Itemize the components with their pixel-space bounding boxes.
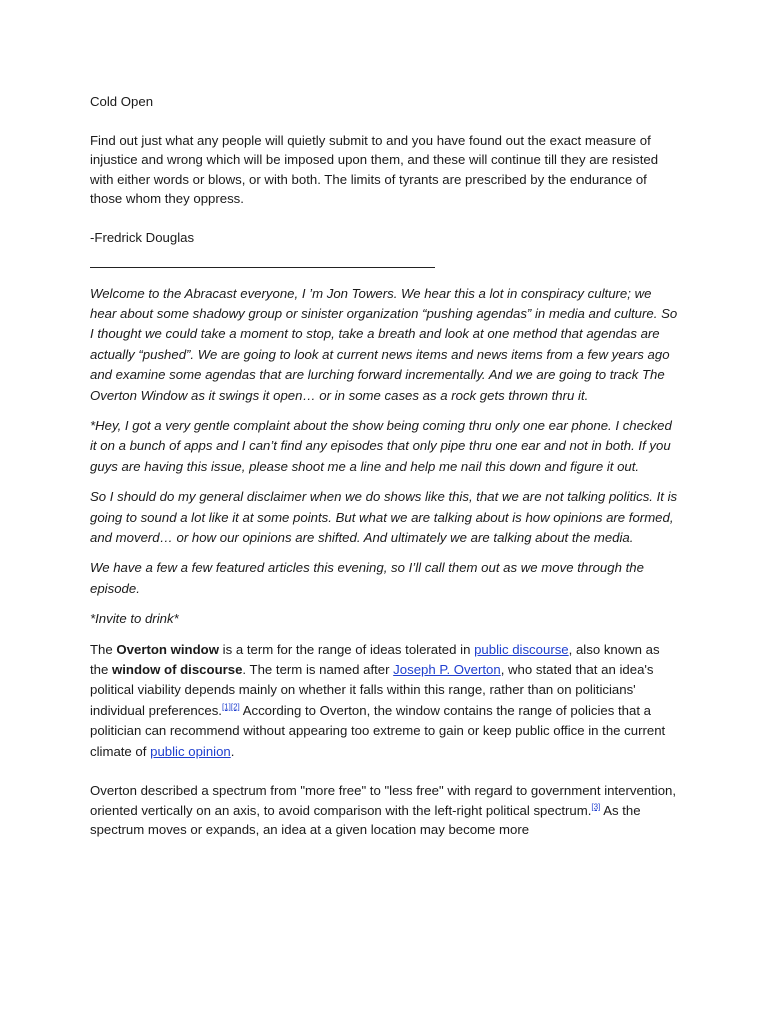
text-span: Overton described a spectrum from "more free" to "less free" with regard to government intervention, oriented vertically on an axis, to avoid comparison with the left-right political spectrum. xyxy=(90,783,677,818)
disclaimer-paragraph: So I should do my general disclaimer when we do shows like this, that we are not talking politics. It is going to sound a lot like it at some points. But what we are talking about is how opinions are formed, and moverd… or how our opinions are shifted. And ultimately we are talking about the media. xyxy=(90,489,678,546)
opening-quote: Find out just what any people will quietly submit to and you have found out the exact measure of injustice and wrong which will be imposed upon them, and these will continue till they are resisted with either words or blows, or with both. The limits of tyrants are prescribed by the endurance of those whom they oppress. xyxy=(90,132,659,207)
spectrum-paragraph xyxy=(90,781,680,840)
text-span: is a term for the range of ideas tolerated in xyxy=(218,641,475,657)
text-span: . The term is named after xyxy=(242,662,394,678)
text-span: According to Overton, the window contains the range of policies that a politician can recommend without appearing too extreme to gain or keep public office in the current climate of xyxy=(90,702,666,759)
document-page xyxy=(90,92,680,840)
text-span: , also known as the xyxy=(90,641,660,678)
citation-group xyxy=(591,802,600,811)
horizontal-rule xyxy=(90,267,435,268)
text-span: The xyxy=(90,641,117,657)
text-span: As the spectrum moves or expands, an idea at a given location may become more xyxy=(90,802,641,838)
citation-1-link[interactable]: [1] xyxy=(221,702,231,712)
invite-to-drink: *Invite to drink* xyxy=(90,611,179,627)
term-window-of-discourse: window of discourse xyxy=(112,662,243,678)
citation-3-link[interactable]: [3] xyxy=(591,802,601,812)
intro-paragraph: Welcome to the Abracast everyone, I ’m Jon Towers. We hear this a lot in conspiracy culture; we hear about some shadowy group or sinister organization “pushing agendas” in media and culture. So I thought we could take a moment to stop, take a breath and look at one method that agendas are actually “pushed”. We are going to look at current news items and news items from a few years ago and examine some agendas that are lurching forward incrementally. And we are going to track The Overton Window as it swings it open… or in some cases as a rock gets thrown thru it. xyxy=(90,285,678,403)
link-public-discourse[interactable]: public discourse xyxy=(474,641,569,657)
quote-attribution: -Fredrick Douglas xyxy=(90,229,195,245)
overton-definition-paragraph xyxy=(90,640,680,762)
text-span: . xyxy=(230,743,235,759)
featured-articles-paragraph: We have a few a few featured articles this evening, so I’ll call them out as we move through the episode. xyxy=(90,560,644,596)
link-joseph-overton[interactable]: Joseph P. Overton xyxy=(393,662,501,678)
complaint-paragraph: *Hey, I got a very gentle complaint about the show being coming thru only one ear phone. I checked it on a bunch of apps and I can’t find any episodes that only pipe thru one ear and not in both. If you guys are having this issue, please shoot me a line and help me nail this down and figure it out. xyxy=(90,418,672,474)
link-public-opinion[interactable]: public opinion xyxy=(150,743,231,759)
citation-2-link[interactable]: [2] xyxy=(230,702,240,712)
citation-group xyxy=(222,702,240,711)
doc-title: Cold Open xyxy=(90,94,154,109)
text-span: , who stated that an idea's political viability depends mainly on whether it falls within this range, rather than on politicians' individual preferences. xyxy=(90,662,654,718)
term-overton-window: Overton window xyxy=(116,641,219,657)
